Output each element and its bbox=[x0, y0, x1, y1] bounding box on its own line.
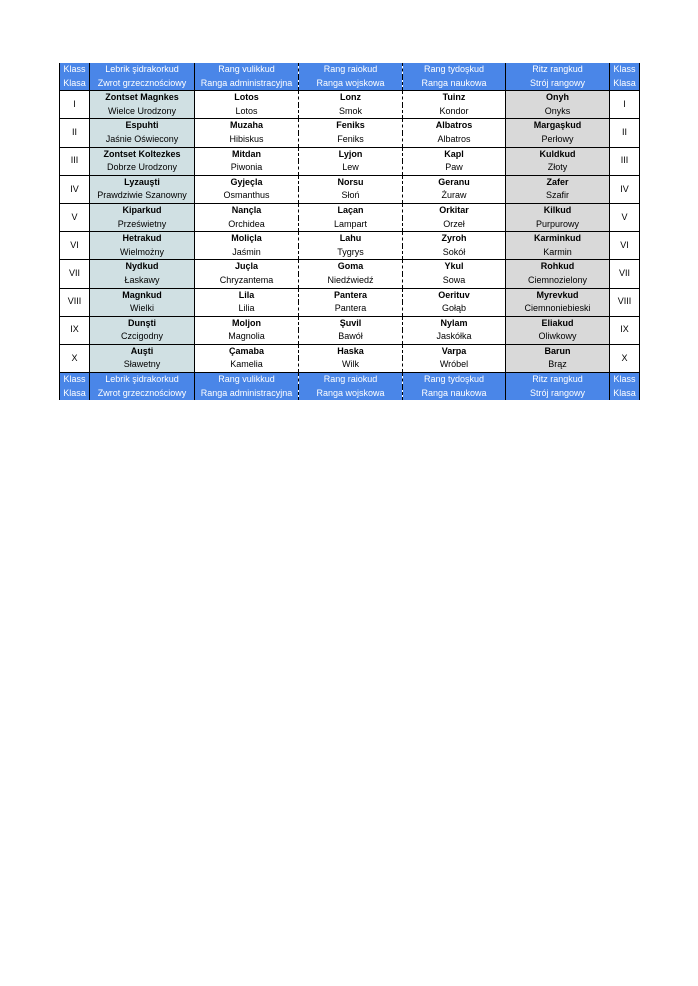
class-number-left: II bbox=[60, 119, 90, 147]
court-translation: Prawdziwie Szanowny bbox=[90, 189, 195, 203]
class-number-left: IV bbox=[60, 175, 90, 203]
footer-header-bottom-2: Zwrot grzecznościowy bbox=[90, 387, 195, 401]
class-number-right: VI bbox=[610, 232, 640, 260]
footer-header-top-7: Klass bbox=[610, 373, 640, 387]
ritz-term: Zafer bbox=[506, 175, 610, 189]
mil-translation: Pantera bbox=[299, 302, 403, 316]
court-translation: Dobrze Urodzony bbox=[90, 161, 195, 175]
table-row bbox=[60, 203, 640, 217]
sci-term: Albatros bbox=[403, 119, 506, 133]
class-number-left: VI bbox=[60, 232, 90, 260]
adm-term: Mitdan bbox=[195, 147, 299, 161]
mil-term: Lonz bbox=[299, 91, 403, 105]
table-row bbox=[60, 119, 640, 133]
footer-header-bottom-5: Ranga naukowa bbox=[403, 387, 506, 401]
class-number-right: VII bbox=[610, 260, 640, 288]
footer-header-top-3: Rang vulikkud bbox=[195, 373, 299, 387]
court-translation: Jaśnie Oświecony bbox=[90, 133, 195, 147]
table-header-bottom-3: Ranga administracyjna bbox=[195, 77, 299, 91]
class-number-right: VIII bbox=[610, 288, 640, 316]
ritz-term: Kuldkud bbox=[506, 147, 610, 161]
table-row bbox=[60, 147, 640, 161]
table-header-top-6: Ritz rangkud bbox=[506, 63, 610, 77]
mil-translation: Słoń bbox=[299, 189, 403, 203]
adm-translation: Osmanthus bbox=[195, 189, 299, 203]
adm-translation: Kamelia bbox=[195, 358, 299, 372]
class-number-left: V bbox=[60, 203, 90, 231]
court-term: Magnkud bbox=[90, 288, 195, 302]
footer-header-bottom-6: Strój rangowy bbox=[506, 387, 610, 401]
ritz-translation: Ciemnozielony bbox=[506, 274, 610, 288]
class-number-right: I bbox=[610, 91, 640, 119]
adm-term: Lotos bbox=[195, 91, 299, 105]
mil-translation: Feniks bbox=[299, 133, 403, 147]
court-translation: Sławetny bbox=[90, 358, 195, 372]
mil-translation: Niedźwiedź bbox=[299, 274, 403, 288]
table-row bbox=[60, 260, 640, 274]
court-term: Lyzauşti bbox=[90, 175, 195, 189]
sci-translation: Albatros bbox=[403, 133, 506, 147]
court-term: Hetrakud bbox=[90, 232, 195, 246]
sci-term: Geranu bbox=[403, 175, 506, 189]
footer-header-bottom-4: Ranga wojskowa bbox=[299, 387, 403, 401]
mil-translation: Lew bbox=[299, 161, 403, 175]
sci-term: Varpa bbox=[403, 344, 506, 358]
court-term: Nydkud bbox=[90, 260, 195, 274]
ritz-translation: Karmin bbox=[506, 246, 610, 260]
court-translation: Wielmożny bbox=[90, 246, 195, 260]
table-header-bottom-4: Ranga wojskowa bbox=[299, 77, 403, 91]
table-row bbox=[60, 316, 640, 330]
mil-term: Norsu bbox=[299, 175, 403, 189]
class-number-left: X bbox=[60, 344, 90, 372]
footer-header-top-5: Rang tydoşkud bbox=[403, 373, 506, 387]
mil-term: Laçan bbox=[299, 203, 403, 217]
mil-translation: Lampart bbox=[299, 218, 403, 232]
class-number-left: VIII bbox=[60, 288, 90, 316]
rank-table bbox=[59, 63, 640, 400]
mil-term: Pantera bbox=[299, 288, 403, 302]
court-term: Zontset Koltezkes bbox=[90, 147, 195, 161]
court-term: Dunşti bbox=[90, 316, 195, 330]
table-header-top-1: Klass bbox=[60, 63, 90, 77]
ritz-term: Eliakud bbox=[506, 316, 610, 330]
sci-term: Tuinz bbox=[403, 91, 506, 105]
court-translation: Prześwietny bbox=[90, 218, 195, 232]
mil-translation: Wilk bbox=[299, 358, 403, 372]
adm-term: Gyjeçla bbox=[195, 175, 299, 189]
ritz-translation: Brąz bbox=[506, 358, 610, 372]
sci-term: Nylam bbox=[403, 316, 506, 330]
ritz-translation: Ciemnoniebieski bbox=[506, 302, 610, 316]
table-header-bottom-6: Strój rangowy bbox=[506, 77, 610, 91]
mil-translation: Smok bbox=[299, 105, 403, 119]
ritz-translation: Szafir bbox=[506, 189, 610, 203]
table-header-top-7: Klass bbox=[610, 63, 640, 77]
sci-translation: Żuraw bbox=[403, 189, 506, 203]
class-number-left: I bbox=[60, 91, 90, 119]
table-row bbox=[60, 91, 640, 105]
mil-term: Lahu bbox=[299, 232, 403, 246]
sci-translation: Sokół bbox=[403, 246, 506, 260]
sci-translation: Kondor bbox=[403, 105, 506, 119]
adm-term: Moliçla bbox=[195, 232, 299, 246]
ritz-term: Margaşkud bbox=[506, 119, 610, 133]
ritz-translation: Purpurowy bbox=[506, 218, 610, 232]
adm-translation: Chryzantema bbox=[195, 274, 299, 288]
class-number-right: X bbox=[610, 344, 640, 372]
table-row bbox=[60, 232, 640, 246]
mil-term: Feniks bbox=[299, 119, 403, 133]
mil-term: Şuvil bbox=[299, 316, 403, 330]
footer-header-bottom-1: Klasa bbox=[60, 387, 90, 401]
table-header-bottom-7: Klasa bbox=[610, 77, 640, 91]
court-translation: Wielki bbox=[90, 302, 195, 316]
table-row bbox=[60, 175, 640, 189]
court-term: Espuhti bbox=[90, 119, 195, 133]
class-number-left: IX bbox=[60, 316, 90, 344]
table-header-top-3: Rang vulikkud bbox=[195, 63, 299, 77]
footer-header-bottom-3: Ranga administracyjna bbox=[195, 387, 299, 401]
class-number-left: III bbox=[60, 147, 90, 175]
ritz-term: Karminkud bbox=[506, 232, 610, 246]
adm-term: Moljon bbox=[195, 316, 299, 330]
class-number-right: IV bbox=[610, 175, 640, 203]
mil-term: Haska bbox=[299, 344, 403, 358]
adm-term: Çamaba bbox=[195, 344, 299, 358]
adm-term: Juçla bbox=[195, 260, 299, 274]
sci-translation: Sowa bbox=[403, 274, 506, 288]
adm-translation: Lotos bbox=[195, 105, 299, 119]
table-row bbox=[60, 344, 640, 358]
sci-translation: Wróbel bbox=[403, 358, 506, 372]
ritz-term: Kilkud bbox=[506, 203, 610, 217]
class-number-right: V bbox=[610, 203, 640, 231]
ritz-term: Rohkud bbox=[506, 260, 610, 274]
footer-header-top-4: Rang raiokud bbox=[299, 373, 403, 387]
ritz-translation: Oliwkowy bbox=[506, 330, 610, 344]
footer-header-top-1: Klass bbox=[60, 373, 90, 387]
sci-term: Oerituv bbox=[403, 288, 506, 302]
adm-translation: Lilia bbox=[195, 302, 299, 316]
adm-translation: Jaśmin bbox=[195, 246, 299, 260]
adm-translation: Piwonia bbox=[195, 161, 299, 175]
footer-header-top-2: Lebrik şidrakorkud bbox=[90, 373, 195, 387]
sci-translation: Paw bbox=[403, 161, 506, 175]
ritz-translation: Złoty bbox=[506, 161, 610, 175]
mil-translation: Bawół bbox=[299, 330, 403, 344]
class-number-left: VII bbox=[60, 260, 90, 288]
adm-translation: Orchidea bbox=[195, 218, 299, 232]
table-header-top-4: Rang raiokud bbox=[299, 63, 403, 77]
court-term: Kiparkud bbox=[90, 203, 195, 217]
table-header-bottom-1: Klasa bbox=[60, 77, 90, 91]
ritz-term: Barun bbox=[506, 344, 610, 358]
sci-translation: Orzeł bbox=[403, 218, 506, 232]
class-number-right: IX bbox=[610, 316, 640, 344]
sci-translation: Jaskółka bbox=[403, 330, 506, 344]
table-header-bottom-5: Ranga naukowa bbox=[403, 77, 506, 91]
ritz-term: Onyh bbox=[506, 91, 610, 105]
sci-term: Orkitar bbox=[403, 203, 506, 217]
ritz-translation: Perłowy bbox=[506, 133, 610, 147]
adm-translation: Magnolia bbox=[195, 330, 299, 344]
court-translation: Łaskawy bbox=[90, 274, 195, 288]
sci-term: Ykul bbox=[403, 260, 506, 274]
table-row bbox=[60, 288, 640, 302]
class-number-right: II bbox=[610, 119, 640, 147]
adm-translation: Hibiskus bbox=[195, 133, 299, 147]
court-term: Auşti bbox=[90, 344, 195, 358]
mil-term: Lyjon bbox=[299, 147, 403, 161]
adm-term: Nançla bbox=[195, 203, 299, 217]
sci-term: Kapl bbox=[403, 147, 506, 161]
court-translation: Wielce Urodzony bbox=[90, 105, 195, 119]
sci-translation: Gołąb bbox=[403, 302, 506, 316]
footer-header-bottom-7: Klasa bbox=[610, 387, 640, 401]
footer-header-top-6: Ritz rangkud bbox=[506, 373, 610, 387]
table-header-bottom-2: Zwrot grzecznościowy bbox=[90, 77, 195, 91]
adm-term: Lila bbox=[195, 288, 299, 302]
sci-term: Zyroh bbox=[403, 232, 506, 246]
court-translation: Czcigodny bbox=[90, 330, 195, 344]
table-header-top-2: Lebrik şidrakorkud bbox=[90, 63, 195, 77]
class-number-right: III bbox=[610, 147, 640, 175]
mil-translation: Tygrys bbox=[299, 246, 403, 260]
ritz-term: Myrevkud bbox=[506, 288, 610, 302]
ritz-translation: Onyks bbox=[506, 105, 610, 119]
court-term: Zontset Magnkes bbox=[90, 91, 195, 105]
table-header-top-5: Rang tydoşkud bbox=[403, 63, 506, 77]
mil-term: Goma bbox=[299, 260, 403, 274]
adm-term: Muzaha bbox=[195, 119, 299, 133]
